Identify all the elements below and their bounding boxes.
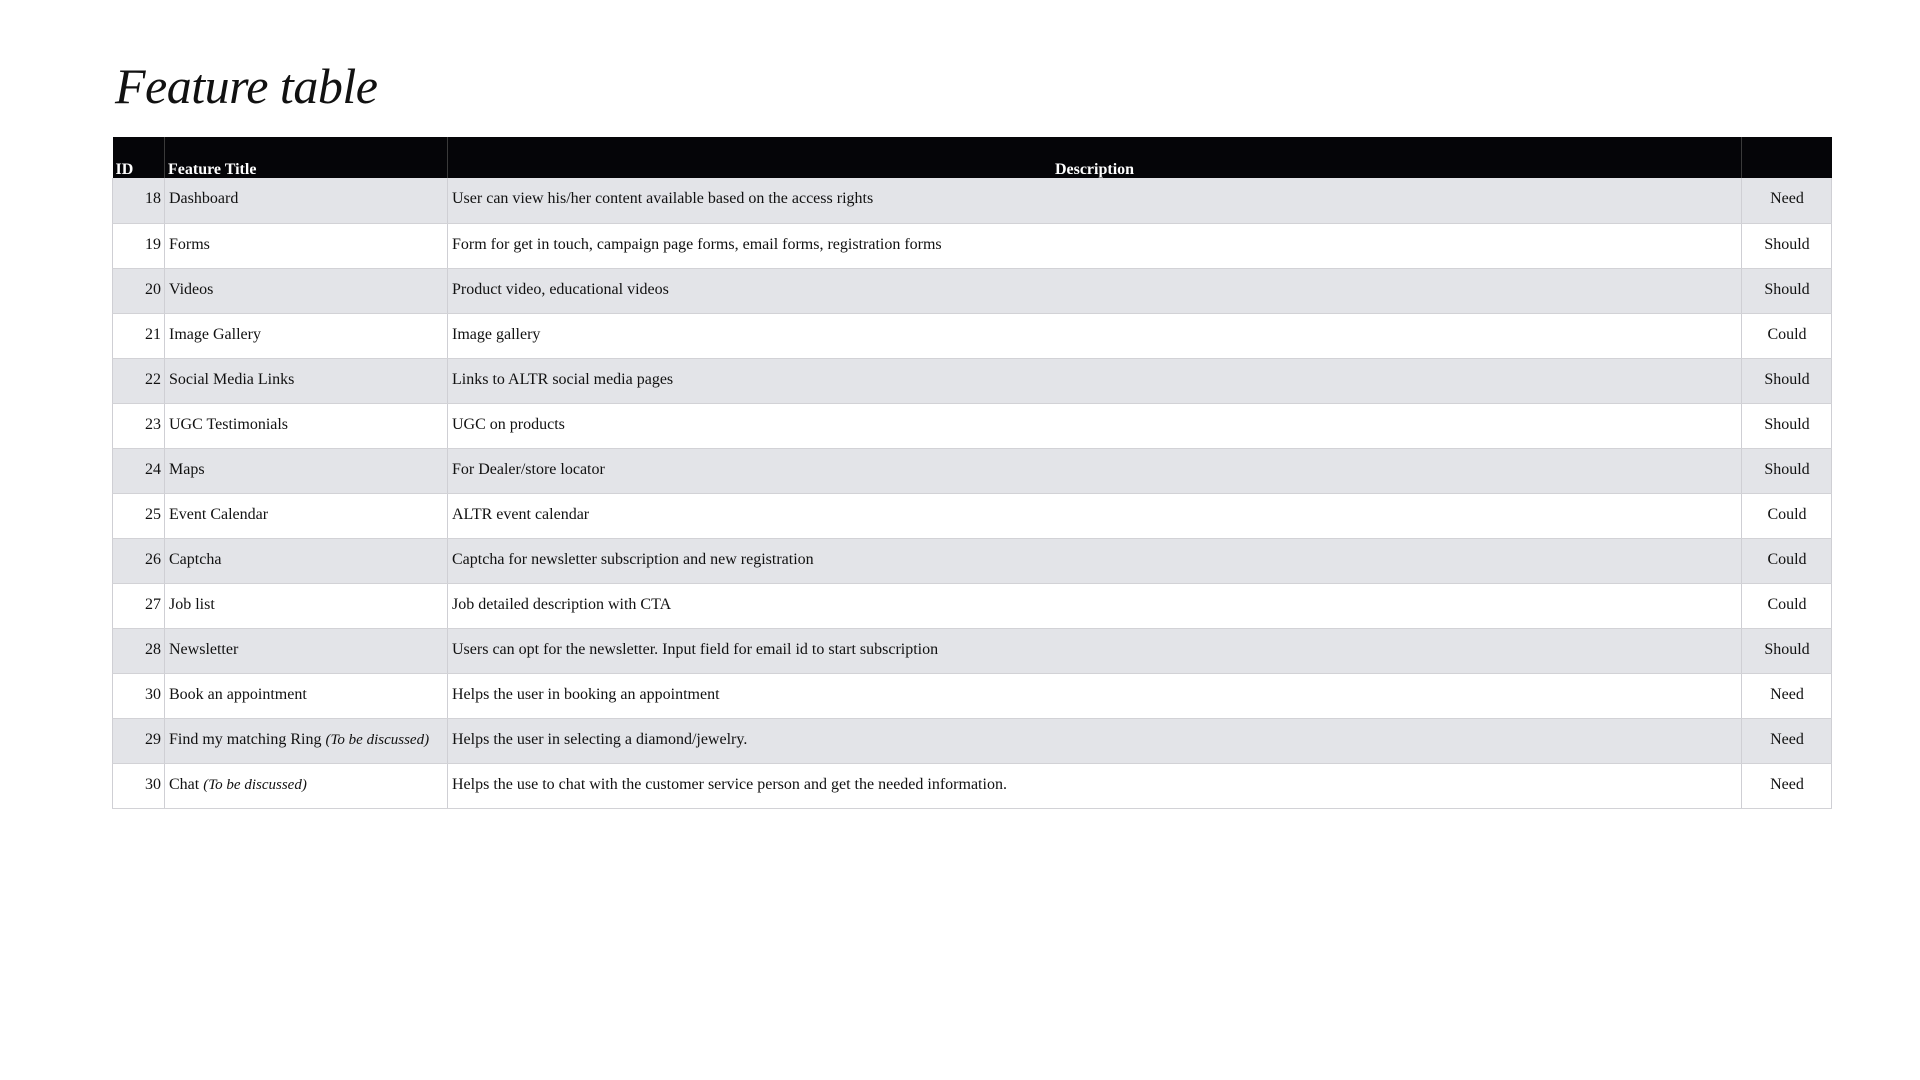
row-feature-title [165,358,448,403]
row-priority: Should [1742,628,1832,673]
row-priority: Could [1742,313,1832,358]
row-feature-title [165,313,448,358]
row-id: 30 [113,763,165,808]
feature-title-text: UGC Testimonials [169,415,289,433]
feature-title-text: Event Calendar [169,505,269,523]
row-feature-title [165,178,448,223]
table-body [113,178,1832,808]
header-priority [1742,137,1832,178]
row-id: 23 [113,403,165,448]
feature-title-text: Newsletter [169,640,239,658]
feature-title-text: Maps [169,460,205,478]
row-id: 22 [113,358,165,403]
table-row [113,493,1832,538]
row-feature-title [165,268,448,313]
row-priority: Need [1742,178,1832,223]
header-description: Description [448,137,1742,178]
row-id: 27 [113,583,165,628]
table-header-row [113,137,1832,178]
row-description: UGC on products [448,403,1742,448]
row-id: 18 [113,178,165,223]
row-description: ALTR event calendar [448,493,1742,538]
feature-title-text: Book an appointment [169,685,307,703]
row-description: For Dealer/store locator [448,448,1742,493]
row-priority: Should [1742,268,1832,313]
table-row [113,583,1832,628]
row-priority: Could [1742,538,1832,583]
row-description: Job detailed description with CTA [448,583,1742,628]
header-feature-title: Feature Title [165,137,448,178]
table-row [113,358,1832,403]
table-row [113,178,1832,223]
row-id: 19 [113,223,165,268]
row-feature-title [165,763,448,808]
table-row [113,673,1832,718]
page-title: Feature table [115,58,378,114]
table-row [113,628,1832,673]
row-feature-title [165,538,448,583]
feature-title-text: Captcha [169,550,222,568]
feature-title-text: Social Media Links [169,370,295,388]
row-feature-title [165,493,448,538]
feature-title-text: Find my matching Ring [169,730,322,748]
feature-title-text: Job list [169,595,215,613]
table-row [113,268,1832,313]
row-description: Helps the use to chat with the customer service person and get the needed information. [448,763,1742,808]
discussion-note: (To be discussed) [203,776,307,793]
row-description: Form for get in touch, campaign page forms, email forms, registration forms [448,223,1742,268]
feature-title-text: Videos [169,280,214,298]
table-row [113,718,1832,763]
row-feature-title [165,223,448,268]
row-priority: Need [1742,763,1832,808]
row-priority: Need [1742,673,1832,718]
row-description: Helps the user in booking an appointment [448,673,1742,718]
table-row [113,403,1832,448]
row-priority: Could [1742,493,1832,538]
row-description: Links to ALTR social media pages [448,358,1742,403]
row-feature-title [165,718,448,763]
row-priority: Could [1742,583,1832,628]
header-id: ID [115,161,134,178]
feature-title-text: Image Gallery [169,325,261,343]
table-row [113,313,1832,358]
row-description: Users can opt for the newsletter. Input field for email id to start subscription [448,628,1742,673]
row-priority: Need [1742,718,1832,763]
row-id: 25 [113,493,165,538]
table-row [113,763,1832,808]
row-description: Image gallery [448,313,1742,358]
row-id: 29 [113,718,165,763]
row-priority: Should [1742,403,1832,448]
row-id: 24 [113,448,165,493]
row-priority: Should [1742,448,1832,493]
row-priority: Should [1742,358,1832,403]
feature-table [112,137,1832,809]
row-id: 26 [113,538,165,583]
row-description: User can view his/her content available based on the access rights [448,178,1742,223]
row-feature-title [165,628,448,673]
feature-title-text: Dashboard [169,190,239,207]
row-feature-title [165,403,448,448]
row-feature-title [165,448,448,493]
feature-title-text: Chat [169,775,200,793]
table-row [113,448,1832,493]
row-priority: Should [1742,223,1832,268]
row-id: 20 [113,268,165,313]
table-row [113,538,1832,583]
row-id: 30 [113,673,165,718]
row-description: Product video, educational videos [448,268,1742,313]
row-feature-title [165,673,448,718]
row-description: Helps the user in selecting a diamond/jewelry. [448,718,1742,763]
row-feature-title [165,583,448,628]
row-description: Captcha for newsletter subscription and new registration [448,538,1742,583]
discussion-note: (To be discussed) [325,731,430,748]
row-id: 21 [113,313,165,358]
row-id: 28 [113,628,165,673]
feature-title-text: Forms [169,235,210,253]
table-row [113,223,1832,268]
